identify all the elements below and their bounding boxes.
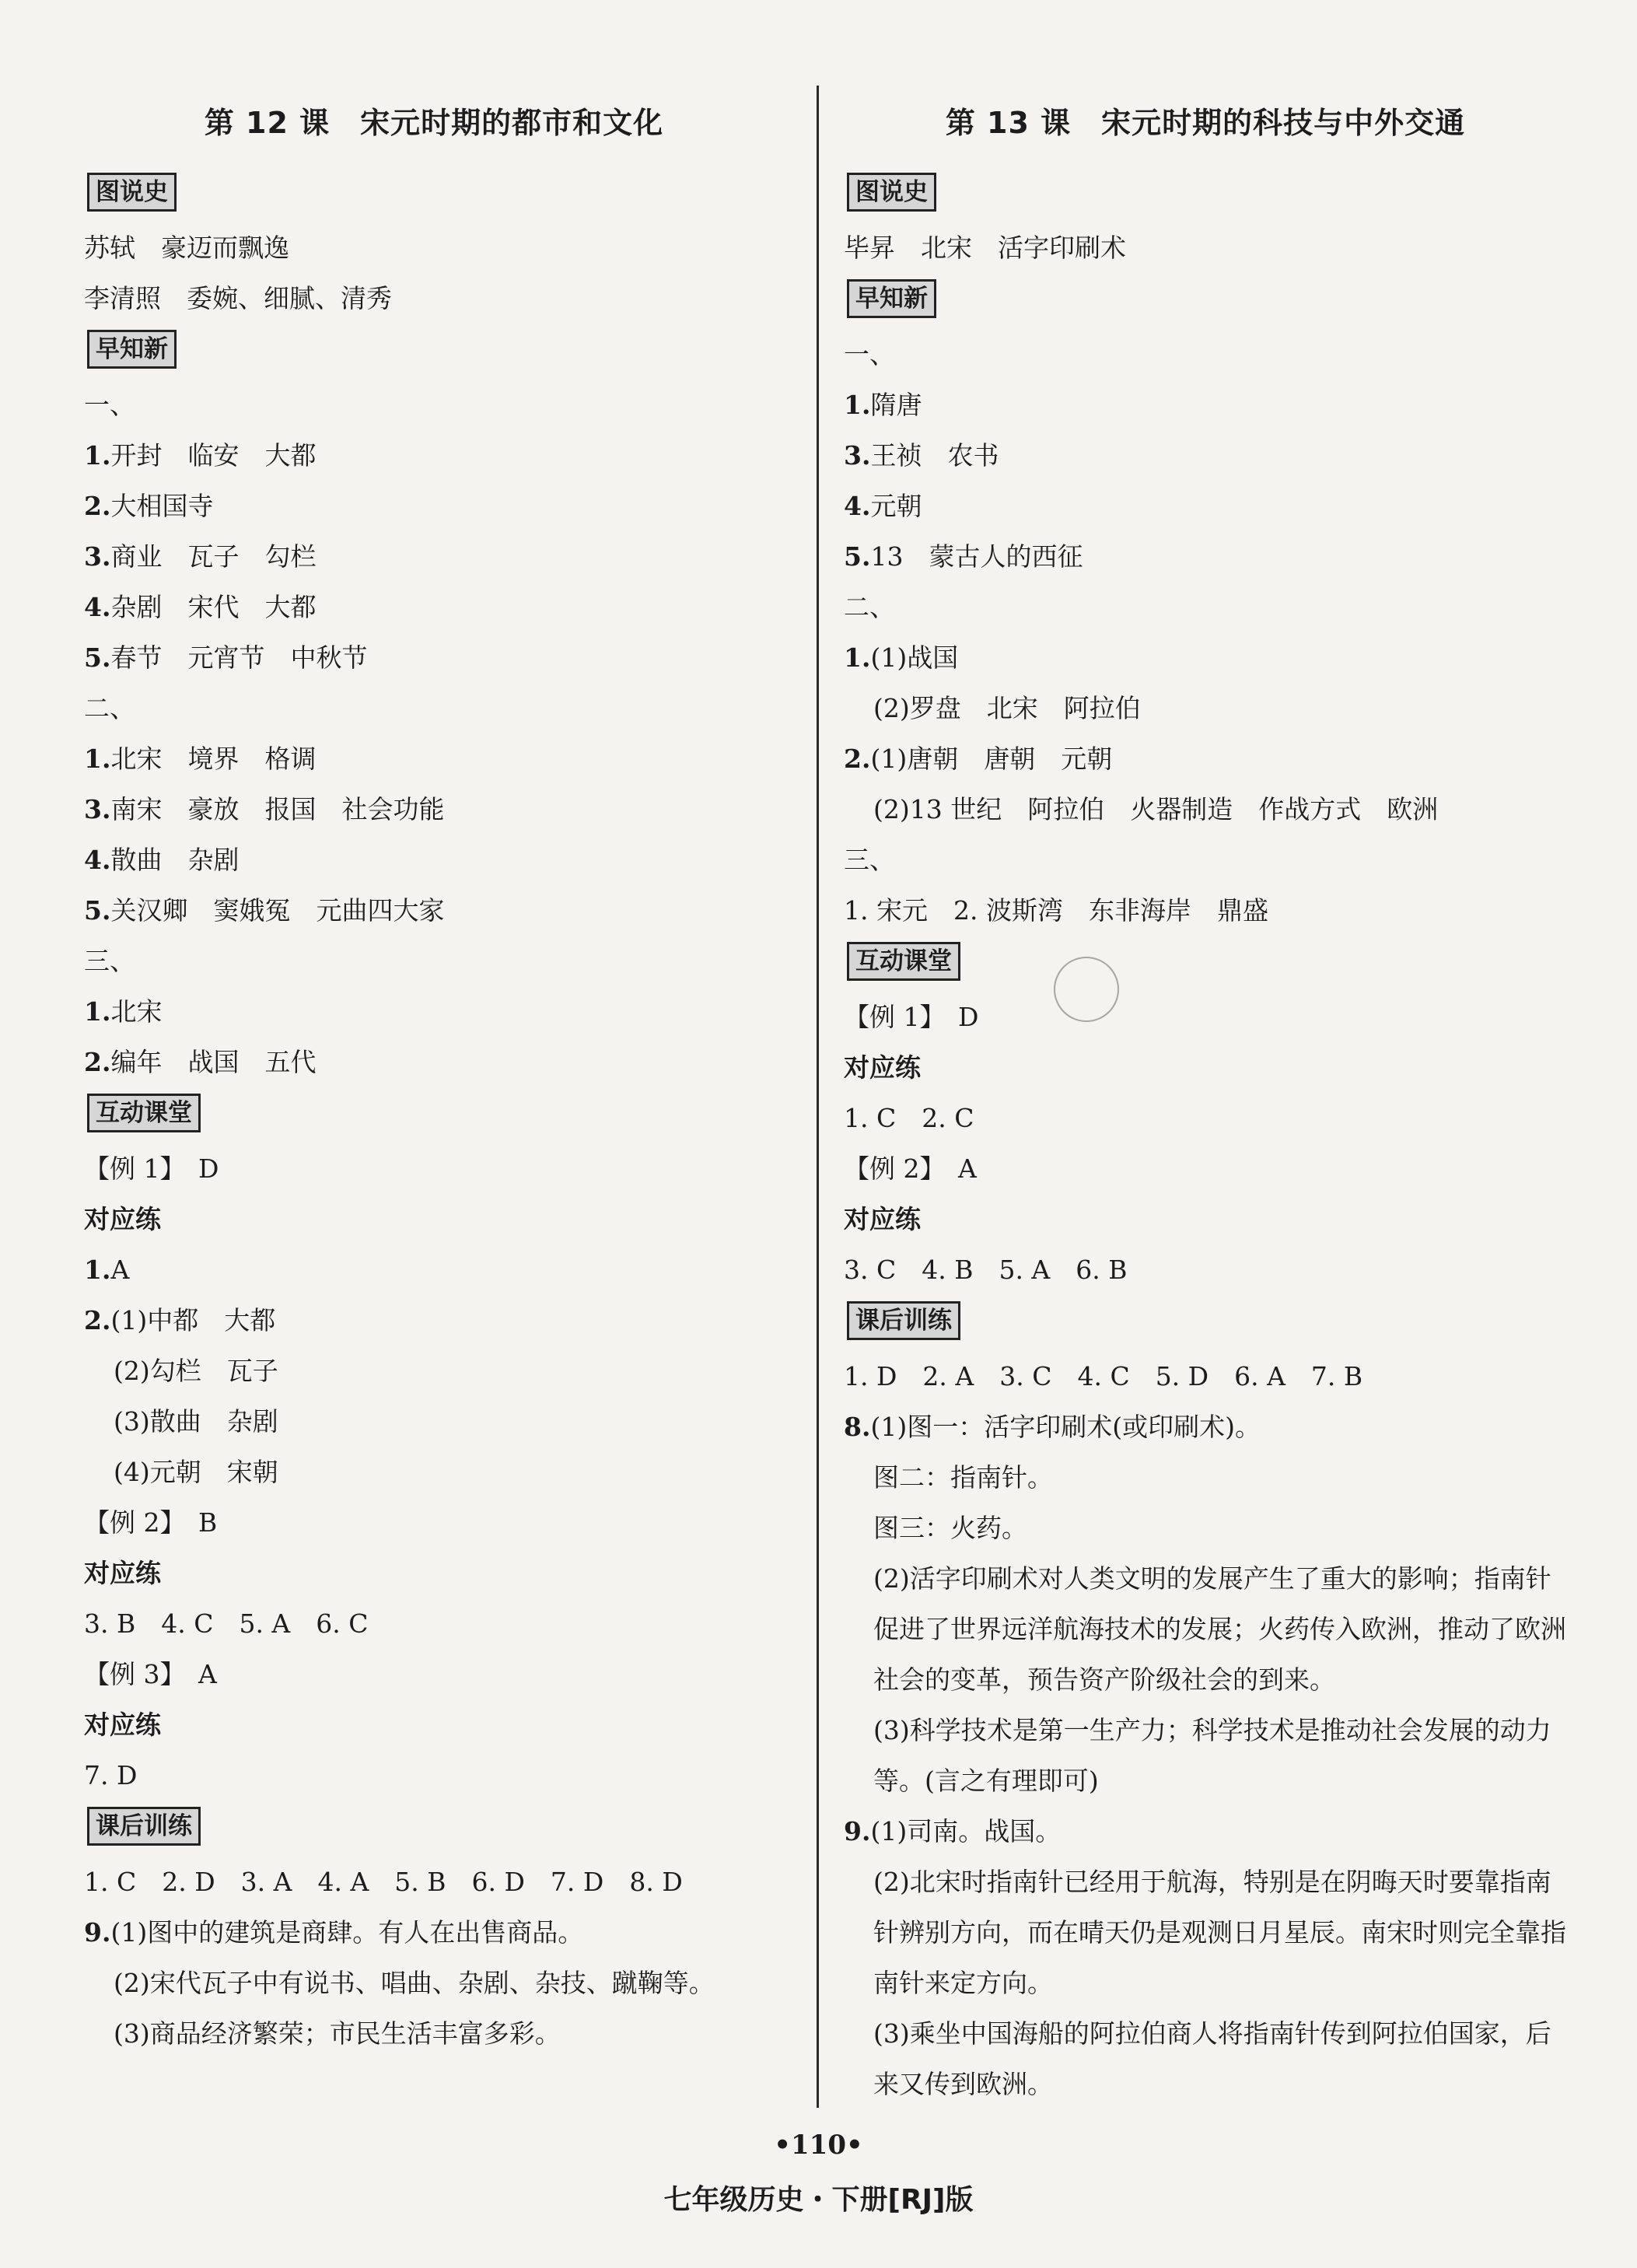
answer-line: 2.(1)唐朝 唐朝 元朝 — [844, 744, 1113, 774]
left-column — [84, 101, 784, 2059]
section-zaozhi: 早知新 — [87, 330, 177, 369]
answer-paragraph: (2)北宋时指南针已经用于航海，特别是在阴晦天时要靠指南针辨别方向，而在晴天仍是观测日月星辰。南宋时则完全靠指南针来定方向。 — [873, 1867, 1566, 1998]
page-number: •110• — [774, 2130, 863, 2161]
right-column — [844, 101, 1567, 2109]
answer-line: 1. D 2. A 3. C 4. C 5. D 6. A 7. B — [844, 1361, 1363, 1391]
answer-line: 苏轼 豪迈而飘逸 — [84, 233, 289, 263]
answer-line: 毕昇 北宋 活字印刷术 — [844, 233, 1126, 263]
part-heading: 三、 — [84, 946, 135, 976]
part-heading: 二、 — [844, 592, 895, 622]
answer-line: 2.编年 战国 五代 — [84, 1047, 317, 1077]
part-heading: 一、 — [844, 339, 895, 369]
lesson-13-title: 第 13 课 宋元时期的科技与中外交通 — [945, 106, 1466, 140]
answer-line: 3. B 4. C 5. A 6. C — [84, 1608, 369, 1639]
section-kehou: 课后训练 — [87, 1807, 201, 1846]
example-line: 【例 1】 D — [844, 1002, 979, 1032]
answer-line: 3.王祯 农书 — [844, 440, 999, 471]
section-kehou: 课后训练 — [847, 1301, 960, 1340]
answer-line: (2)宋代瓦子中有说书、唱曲、杂剧、杂技、蹴鞠等。 — [114, 1968, 715, 1998]
section-hudong: 互动课堂 — [87, 1094, 201, 1132]
answer-line: 2.(1)中都 大都 — [84, 1305, 276, 1335]
practice-heading: 对应练 — [84, 1204, 161, 1234]
section-tushuo: 图说史 — [847, 173, 936, 212]
answer-line: (4)元朝 宋朝 — [114, 1457, 278, 1487]
example-line: 【例 2】 B — [84, 1507, 218, 1538]
section-tushuo: 图说史 — [87, 173, 177, 212]
answer-paragraph: (2)活字印刷术对人类文明的发展产生了重大的影响；指南针促进了世界远洋航海技术的发展；火药传入欧洲，推动了欧洲社会的变革，预告资产阶级社会的到来。 — [873, 1563, 1566, 1695]
answer-line: 1.隋唐 — [844, 390, 922, 420]
example-line: 【例 2】 A — [844, 1153, 977, 1184]
answer-line: 1.开封 临安 大都 — [84, 440, 317, 471]
practice-heading: 对应练 — [844, 1204, 921, 1234]
answer-line: 1.(1)战国 — [844, 642, 959, 673]
lesson-12-title: 第 12 课 宋元时期的都市和文化 — [204, 106, 664, 140]
answer-line: 5.关汉卿 窦娥冤 元曲四大家 — [84, 895, 445, 926]
part-heading: 三、 — [844, 845, 895, 875]
answer-paragraph: (3)乘坐中国海船的阿拉伯商人将指南针传到阿拉伯国家，后来又传到欧洲。 — [873, 2018, 1551, 2099]
answer-line: 5.13 蒙古人的西征 — [844, 541, 1083, 572]
answer-line: (2)罗盘 北宋 阿拉伯 — [873, 693, 1141, 723]
answer-line: 1. 宋元 2. 波斯湾 东非海岸 鼎盛 — [844, 895, 1268, 926]
answer-line: 4.杂剧 宋代 大都 — [84, 592, 317, 622]
answer-line: (3)商品经济繁荣；市民生活丰富多彩。 — [114, 2018, 561, 2049]
answer-line: (3)散曲 杂剧 — [114, 1406, 278, 1437]
answer-line: 3.南宋 豪放 报国 社会功能 — [84, 794, 445, 824]
practice-heading: 对应练 — [84, 1558, 161, 1588]
answer-line: 1. C 2. D 3. A 4. A 5. B 6. D 7. D 8. D — [84, 1867, 683, 1897]
answer-line: 9.(1)司南。战国。 — [844, 1816, 1062, 1846]
answer-line: (2)勾栏 瓦子 — [114, 1356, 278, 1386]
answer-line: 4.元朝 — [844, 491, 922, 521]
practice-heading: 对应练 — [844, 1052, 921, 1083]
answer-paragraph: (3)科学技术是第一生产力；科学技术是推动社会发展的动力等。(言之有理即可) — [873, 1715, 1551, 1796]
answer-line: 3.商业 瓦子 勾栏 — [84, 541, 317, 572]
answer-line: 7. D — [84, 1760, 138, 1790]
section-hudong: 互动课堂 — [847, 942, 960, 981]
answer-line: 5.春节 元宵节 中秋节 — [84, 642, 368, 673]
column-divider — [817, 86, 819, 2108]
answer-line: 1.北宋 境界 格调 — [84, 744, 317, 774]
answer-line: 8.(1)图一：活字印刷术(或印刷术)。 — [844, 1412, 1261, 1442]
part-heading: 二、 — [84, 693, 135, 723]
part-heading: 一、 — [84, 390, 135, 420]
answer-line: 3. C 4. B 5. A 6. B — [844, 1255, 1128, 1285]
example-line: 【例 1】 D — [84, 1153, 219, 1184]
answer-line: 图三：火药。 — [873, 1513, 1027, 1543]
answer-line: 1.北宋 — [84, 996, 163, 1027]
example-line: 【例 3】 A — [84, 1659, 217, 1689]
section-zaozhi: 早知新 — [847, 279, 936, 318]
answer-line: 4.散曲 杂剧 — [84, 845, 240, 875]
answer-line: 1.A — [84, 1255, 130, 1285]
practice-heading: 对应练 — [84, 1710, 161, 1740]
book-footer: 七年级历史・下册[RJ]版 — [663, 2184, 974, 2216]
answer-line: 图二：指南针。 — [873, 1462, 1053, 1493]
answer-line: 1. C 2. C — [844, 1103, 974, 1133]
answer-line: (2)13 世纪 阿拉伯 火器制造 作战方式 欧洲 — [873, 794, 1439, 824]
answer-line: 李清照 委婉、细腻、清秀 — [84, 283, 392, 313]
answer-line: 9.(1)图中的建筑是商肆。有人在出售商品。 — [84, 1917, 584, 1948]
answer-line: 2.大相国寺 — [84, 491, 214, 521]
